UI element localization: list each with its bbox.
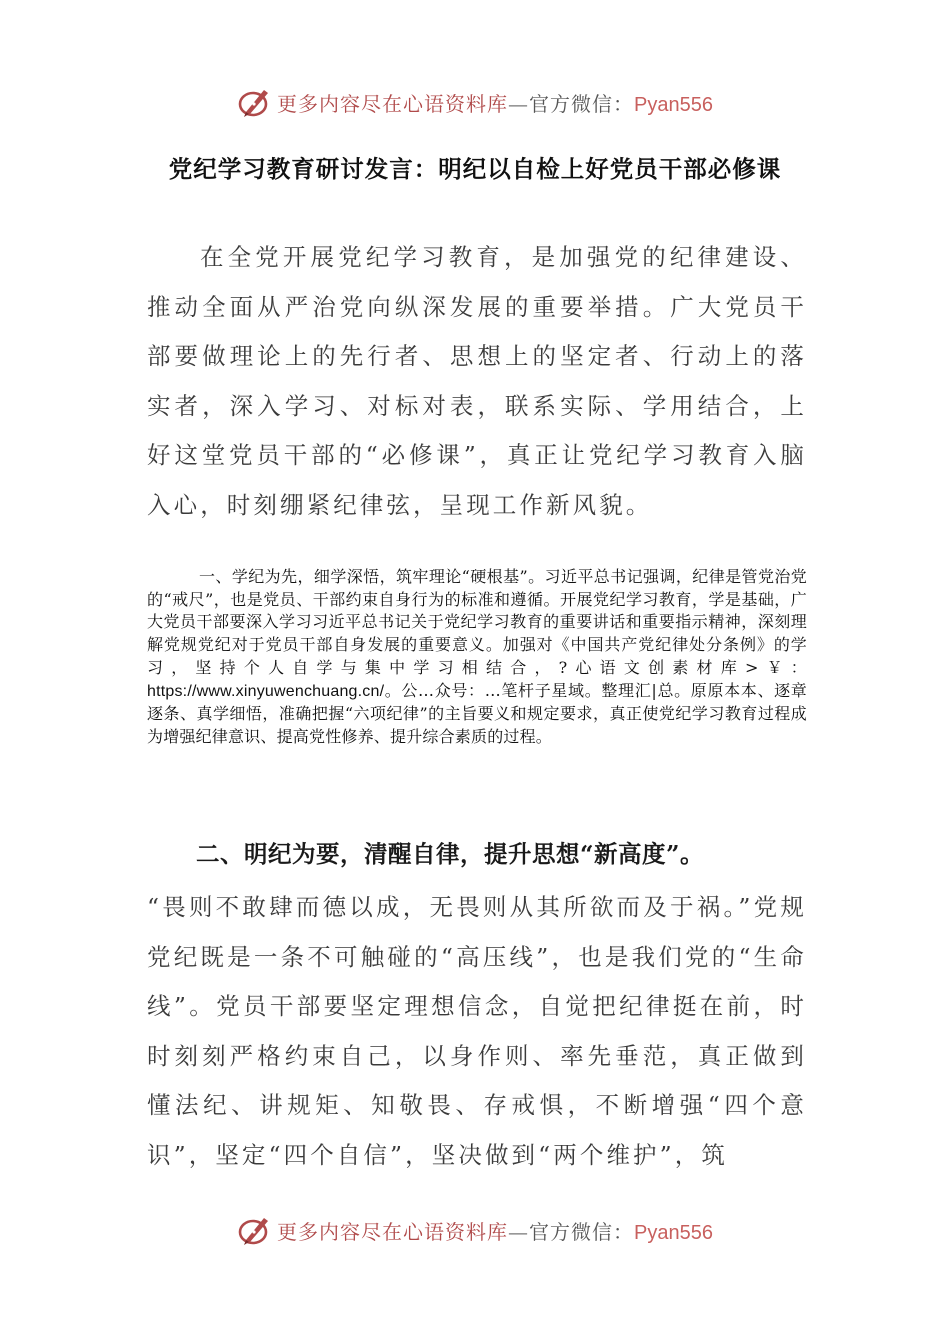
pen-nib-logo-icon [237, 84, 273, 120]
section1-url: https://www.xinyuwenchuang.cn/ [147, 682, 385, 700]
intro-paragraph: 在全党开展党纪学习教育，是加强党的纪律建设、推动全面从严治党向纵深发展的重要举措。广大党员干部要做理论上的先行者、思想上的坚定者、行动上的落实者，深入学习、对标对表，联系实际、学用结合，上好这堂党员干部的“必修课”，真正让党纪学习教育入脑入心，时刻绷紧纪律弦，呈现工作新风貌。 [147, 243, 807, 519]
banner-site-text: 更多内容尽在心语资料库 [277, 1219, 509, 1244]
banner-wechat-id: Pyan556 [634, 1221, 713, 1244]
banner-separator: — [508, 1219, 530, 1244]
section2-paragraph: “畏则不敢肆而德以成，无畏则从其所欲而及于祸。”党规党纪既是一条不可触碰的“高压线”，也是我们党的“生命线”。党员干部要坚定理想信念，自觉把纪律挺在前，时时刻刻严格约束自己，以身作则、率先垂范，真正做到懂法纪、讲规矩、知敬畏、存戒惧，不断增强“四个意识”，坚定“四个自信”，坚决做到“两个维护”，筑 [147, 893, 807, 1169]
header-banner [0, 82, 950, 122]
pen-nib-logo-icon [237, 1212, 273, 1248]
banner-label: 官方微信： [529, 1219, 635, 1244]
section2-heading: 二、明纪为要，清醒自律，提升思想“新高度”。 [196, 840, 705, 868]
banner-label: 官方微信： [529, 91, 635, 116]
banner-text [277, 1216, 713, 1245]
section1-text-continued: 。公…众号：…笔杆子星域。整理汇|总。原原本本、逐章逐条、真学细悟，准确把握“六项纪律”的主旨要义和规定要求，真正使党纪学习教育过程成为增强纪律意识、提高党性修养、提升综合素质的过程。 [147, 680, 807, 746]
banner-site-text: 更多内容尽在心语资料库 [277, 91, 509, 116]
footer-banner [0, 1210, 950, 1250]
document-title: 党纪学习教育研讨发言：明纪以自检上好党员干部必修课 [168, 155, 782, 183]
section1-paragraph [147, 566, 807, 749]
banner-separator: — [508, 91, 530, 116]
section1-text: 一、学纪为先，细学深悟，筑牢理论“硬根基”。习近平总书记强调，纪律是管党治党的“戒尺”，也是党员、干部约束自身行为的标准和遵循。开展党纪学习教育，学是基础，广大党员干部要深入学习习近平总书记关于党纪学习教育的重要讲话和重要指示精神，深刻理解党规党纪对于党员干部自身发展的重要意义。加强对《中国共产党纪律处分条例》的学习，坚持个人自学与集中学习相结合，?心语文创素材库>￥： [147, 567, 807, 677]
banner-wechat-id: Pyan556 [634, 93, 713, 116]
banner-text [277, 88, 713, 117]
